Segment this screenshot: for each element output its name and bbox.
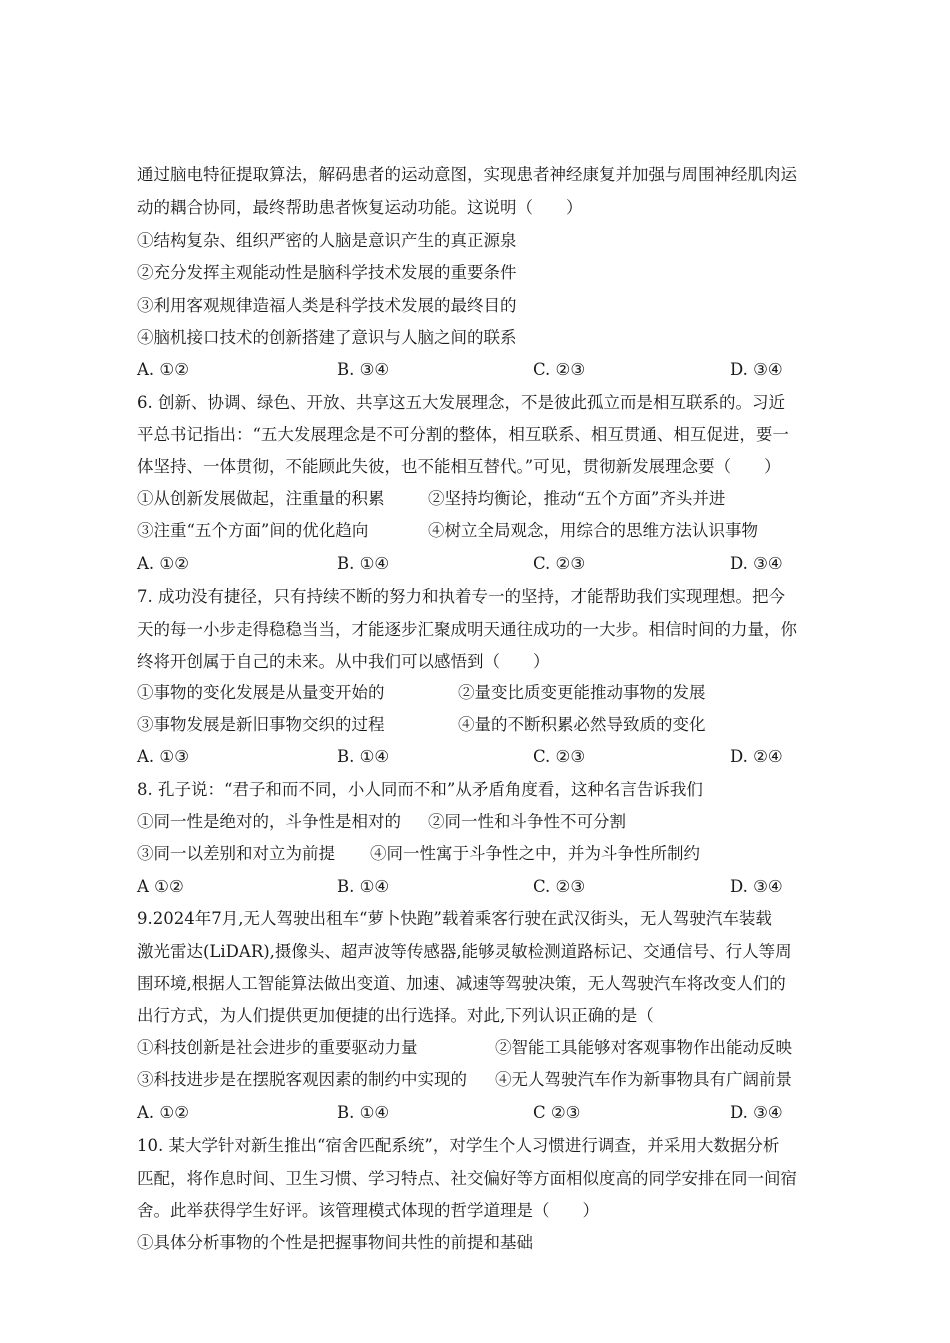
q6-option-d: D. ③④ <box>730 554 783 573</box>
q9-statement-2: ②智能工具能够对客观事物作出能动反映 <box>495 1038 792 1057</box>
q6-statement-1: ①从创新发展做起，注重量的积累 <box>137 489 385 508</box>
q5-option-a: A. ①② <box>137 360 189 379</box>
q9-stem-line-2: 激光雷达(LiDAR),摄像头、超声波等传感器,能够灵敏检测道路标记、交通信号、行人等周 <box>137 942 792 961</box>
q5-statement-4: ④脑机接口技术的创新搭建了意识与人脑之间的联系 <box>137 328 517 347</box>
q7-option-a: A. ①③ <box>137 747 189 766</box>
q10-stem-line-2: 匹配，将作息时间、卫生习惯、学习特点、社交偏好等方面相似度高的同学安排在同一间宿 <box>137 1169 797 1188</box>
q7-stem-line-2: 天的每一小步走得稳稳当当，才能逐步汇聚成明天通往成功的一大步。相信时间的力量，你 <box>137 620 797 639</box>
q6-option-c: C. ②③ <box>533 554 586 573</box>
q7-statement-4: ④量的不断积累必然导致质的变化 <box>458 715 706 734</box>
q8-option-a: A ①② <box>137 877 184 896</box>
q5-option-c: C. ②③ <box>533 360 586 379</box>
q5-statement-2: ②充分发挥主观能动性是脑科学技术发展的重要条件 <box>137 263 517 282</box>
q8-option-d: D. ③④ <box>730 877 783 896</box>
q8-stem-line-1: 8. 孔子说：“君子和而不同，小人同而不和”从矛盾角度看，这种名言告诉我们 <box>137 780 703 799</box>
q9-statement-4: ④无人驾驶汽车作为新事物具有广阔前景 <box>495 1070 792 1089</box>
q5-stem-line-1: 通过脑电特征提取算法，解码患者的运动意图，实现患者神经康复并加强与周围神经肌肉运 <box>137 165 797 184</box>
q10-stem-line-1: 10. 某大学针对新生推出“宿舍匹配系统”，对学生个人习惯进行调查，并采用大数据分析 <box>137 1136 780 1155</box>
q9-stem-line-1: 9.2024年7月,无人驾驶出租车“萝卜快跑”载着乘客行驶在武汉街头，无人驾驶汽车装载 <box>137 909 772 928</box>
q6-stem-line-1: 6. 创新、协调、绿色、开放、共享这五大发展理念，不是彼此孤立而是相互联系的。习近 <box>137 393 785 412</box>
q9-stem-line-3: 围环境,根据人工智能算法做出变道、加速、减速等驾驶决策，无人驾驶汽车将改变人们的 <box>137 974 786 993</box>
q9-option-a: A. ①② <box>137 1103 189 1122</box>
q6-option-a: A. ①② <box>137 554 189 573</box>
q10-stem-line-3: 舍。此举获得学生好评。该管理模式体现的哲学道理是（ ） <box>137 1201 599 1220</box>
q9-stem-line-4: 出行方式，为人们提供更加便捷的出行选择。对此,下列认识正确的是（ <box>137 1006 654 1025</box>
q7-statement-2: ②量变比质变更能推动事物的发展 <box>458 683 706 702</box>
q5-option-b: B. ③④ <box>337 360 390 379</box>
q9-option-b: B. ①④ <box>337 1103 390 1122</box>
q8-statement-1: ①同一性是绝对的，斗争性是相对的 <box>137 812 401 831</box>
q9-statement-3: ③科技进步是在摆脱客观因素的制约中实现的 <box>137 1070 467 1089</box>
q8-statement-2: ②同一性和斗争性不可分割 <box>428 812 626 831</box>
q6-option-b: B. ①④ <box>337 554 390 573</box>
q7-option-b: B. ①④ <box>337 747 390 766</box>
q9-option-c: C ②③ <box>533 1103 581 1122</box>
q6-statement-3: ③注重“五个方面”间的优化趋向 <box>137 521 369 540</box>
q6-statement-2: ②坚持均衡论，推动“五个方面”齐头并进 <box>428 489 726 508</box>
q8-option-c: C. ②③ <box>533 877 586 896</box>
q10-statement-1: ①具体分析事物的个性是把握事物间共性的前提和基础 <box>137 1233 533 1252</box>
q9-option-d: D. ③④ <box>730 1103 783 1122</box>
q6-stem-line-3: 体坚持、一体贯彻，不能顾此失彼，也不能相互替代。”可见，贯彻新发展理念要（ ） <box>137 457 781 476</box>
q6-stem-line-2: 平总书记指出：“五大发展理念是不可分割的整体，相互联系、相互贯通、相互促进，要一 <box>137 425 789 444</box>
q7-option-c: C. ②③ <box>533 747 586 766</box>
q7-statement-3: ③事物发展是新旧事物交织的过程 <box>137 715 385 734</box>
q5-statement-3: ③利用客观规律造福人类是科学技术发展的最终目的 <box>137 296 517 315</box>
q7-stem-line-3: 终将开创属于自己的未来。从中我们可以感悟到（ ） <box>137 652 550 671</box>
q9-statement-1: ①科技创新是社会进步的重要驱动力量 <box>137 1038 418 1057</box>
q7-option-d: D. ②④ <box>730 747 783 766</box>
q8-statement-4: ④同一性寓于斗争性之中，并为斗争性所制约 <box>370 844 700 863</box>
q5-statement-1: ①结构复杂、组织严密的人脑是意识产生的真正源泉 <box>137 231 517 250</box>
q6-statement-4: ④树立全局观念，用综合的思维方法认识事物 <box>428 521 758 540</box>
q5-option-d: D. ③④ <box>730 360 783 379</box>
q7-stem-line-1: 7. 成功没有捷径，只有持续不断的努力和执着专一的坚持，才能帮助我们实现理想。把今 <box>137 587 785 606</box>
q8-option-b: B. ①④ <box>337 877 390 896</box>
q8-statement-3: ③同一以差别和对立为前提 <box>137 844 335 863</box>
q5-stem-line-2: 动的耦合协同，最终帮助患者恢复运动功能。这说明（ ） <box>137 198 583 217</box>
q7-statement-1: ①事物的变化发展是从量变开始的 <box>137 683 385 702</box>
